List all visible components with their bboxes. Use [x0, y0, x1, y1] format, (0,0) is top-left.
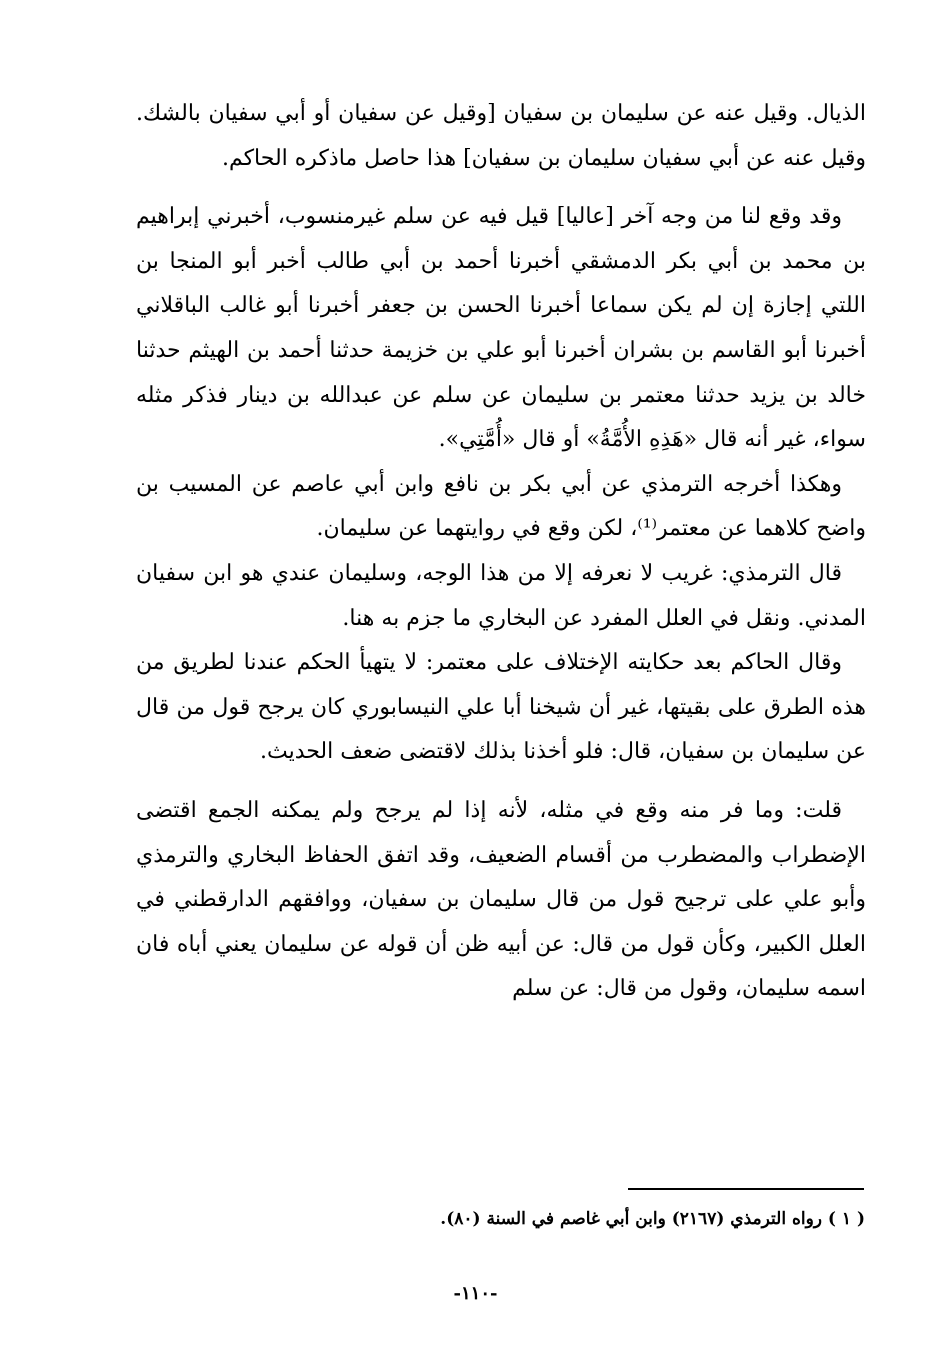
main-text-block	[136, 92, 866, 1012]
paragraph-3: وهكذا أخرجه الترمذي عن أبي بكر بن نافع وابن أبي عاصم عن المسيب بن واضح كلاهما عن معتمر⁽¹⁾، لكن وقع في روايتهما عن سليمان.	[136, 471, 866, 542]
page-number: -١١٠-	[453, 1283, 498, 1304]
footnote-divider	[628, 1188, 864, 1190]
paragraph-4: قال الترمذي: غريب لا نعرفه إلا من هذا الوجه، وسليمان عندي هو ابن سفيان المدني. ونقل في العلل المفرد عن البخاري ما جزم به هنا.	[136, 560, 866, 631]
footnote: ( ١ ) رواه الترمذي (٢١٦٧) وابن أبي غاصم في السنة (٨٠).	[440, 1209, 865, 1229]
paragraph-5: وقال الحاكم بعد حكايته الإختلاف على معتمر: لا يتهيأ الحكم عندنا لطريق من هذه الطرق على بقيتها، غير أن شيخنا أبا علي النيسابوري كان يرجح قول من قال عن سليمان بن سفيان، قال: فلو أخذنا بذلك لاقتضى ضعف الحديث.	[136, 650, 866, 765]
paragraph-2: وقد وقع لنا من وجه آخر [عاليا] قيل فيه عن سلم غيرمنسوب، أخبرني إبراهيم بن محمد بن أبي بكر الدمشقي أخبرنا أحمد بن أبي طالب أخبر أبو المنجا بن اللتي إجازة إن لم يكن سماعا أخبرنا الحسن بن جعفر أخبرنا أبو غالب الباقلاني أخبرنا أبو القاسم بن بشران أخبرنا أبو علي بن خزيمة حدثنا أحمد بن الهيثم حدثنا خالد بن يزيد حدثنا معتمر بن سليمان عن سلم عن عبدالله بن دينار فذكر مثله سواء، غير أنه قال «هَذِهِ الأُمَّةُ» أو قال «أُمَّتِي».	[136, 204, 866, 453]
paragraph-1: الذيال. وقيل عنه عن سليمان بن سفيان [وقيل عن سفيان أو أبي سفيان بالشك. وقيل عنه عن أبي سفيان سليمان بن سفيان] هذا حاصل ماذكره الحاكم.	[136, 101, 866, 171]
paragraph-6: قلت: وما فر منه وقع في مثله، لأنه إذا لم يرجح ولم يمكنه الجمع اقتضى الإضطراب والمضطرب من أقسام الضعيف، وقد اتفق الحفاظ البخاري والترمذي وأبو علي على ترجيح قول من قال سليمان بن سفيان، ووافقهم الدارقطني في العلل الكبير، وكأن قول من قال: عن أبيه ظن أن قوله عن سليمان يعني أباه فان اسمه سليمان، وقول من قال: عن سلم	[136, 797, 866, 1002]
